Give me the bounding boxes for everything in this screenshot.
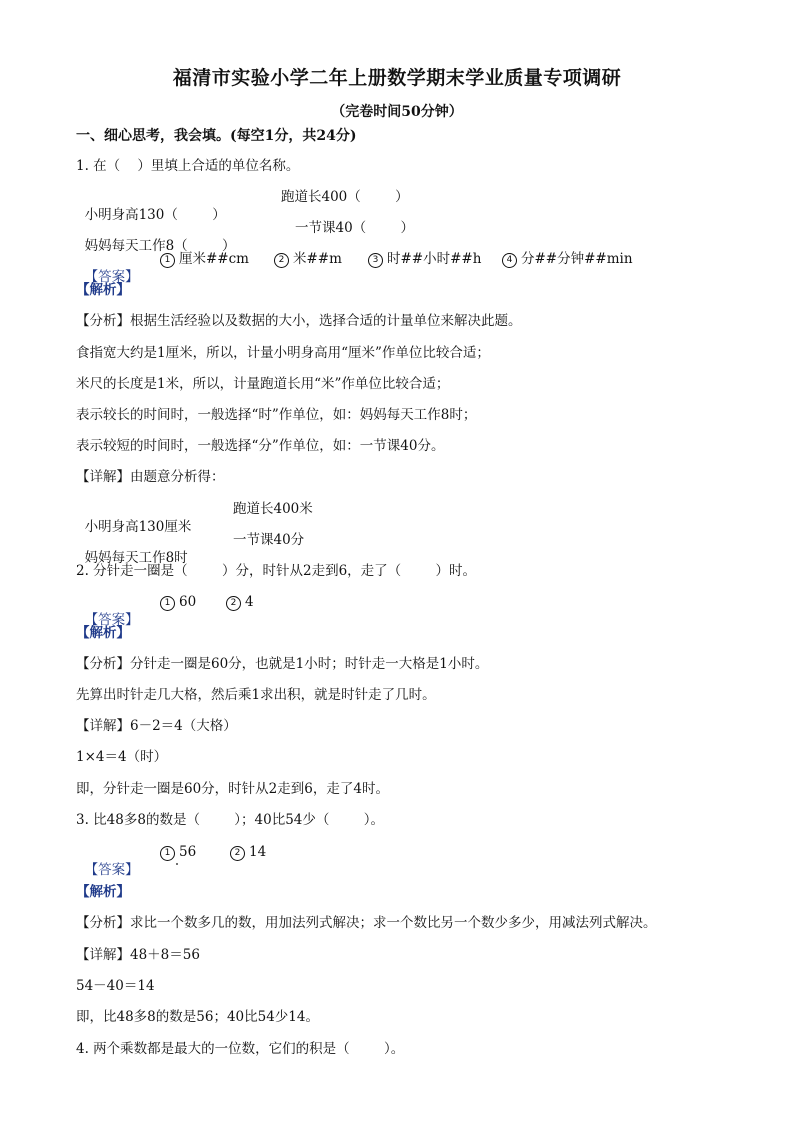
q2-answer-1: 1 60 xyxy=(160,593,196,611)
circled-number-icon: 3 xyxy=(368,253,383,268)
answer-tag: 【答案】 xyxy=(84,612,139,628)
q1-p3: 表示较长的时间时，一般选择“时”作单位，如：妈妈每天工作8时； xyxy=(76,407,477,423)
q3-analysis-tag: 【解析】 xyxy=(76,884,130,900)
circled-number-icon: 4 xyxy=(502,253,517,268)
q1-row2-b: 一节课40（ ） xyxy=(295,220,415,236)
section-heading: 一、细心思考，我会填。(每空1分，共24分) xyxy=(76,128,357,144)
q3-stem: 3. 比48多8的数是（ ）；40比54少（ ）。 xyxy=(76,812,384,828)
fenxi-tag: 【分析】 xyxy=(76,915,130,931)
stray-dot xyxy=(176,863,178,865)
page-title: 福清市实验小学二年上册数学期末学业质量专项调研 xyxy=(172,67,622,89)
q4-stem: 4. 两个乘数都是最大的一位数，它们的积是（ ）。 xyxy=(76,1041,405,1057)
q1-answer-1: 1 厘米##cm xyxy=(160,250,249,268)
q1-detail-row1: 小明身高130厘米 跑道长400米 xyxy=(84,501,313,535)
circled-number-icon: 2 xyxy=(226,596,241,611)
q3-d2: 即，比48多8的数是56；40比54少14。 xyxy=(76,1009,319,1025)
q3-fenxi: 【分析】求比一个数多几的数，用加法列式解决；求一个数比另一个数少多少，用减法列式解决。 xyxy=(76,915,657,931)
q2-detail: 【详解】6－2＝4（大格） xyxy=(76,718,237,734)
circled-number-icon: 1 xyxy=(160,846,175,861)
circled-number-icon: 2 xyxy=(230,846,245,861)
q2-analysis-tag: 【解析】 xyxy=(76,625,130,641)
q2-answer-2: 2 4 xyxy=(226,593,254,611)
q1-stem: 1. 在（ ）里填上合适的单位名称。 xyxy=(76,158,300,174)
q1-detail-row2: 妈妈每天工作8时 一节课40分 xyxy=(84,532,305,566)
circled-number-icon: 1 xyxy=(160,596,175,611)
q3-answer-2: 2 14 xyxy=(230,843,266,861)
answer-tag: 【答案】 xyxy=(84,862,139,878)
fenxi-tag: 【分析】 xyxy=(76,656,130,672)
q1-detail: 【详解】由题意分析得： xyxy=(76,469,225,485)
detail-tag: 【详解】 xyxy=(76,718,130,734)
q1-p1: 食指宽大约是1厘米，所以，计量小明身高用“厘米”作单位比较合适； xyxy=(76,345,490,361)
q2-fenxi: 【分析】分针走一圈是60分，也就是1小时；时针走一大格是1小时。 xyxy=(76,656,489,672)
q1-p2: 米尺的长度是1米，所以，计量跑道长用“米”作单位比较合适； xyxy=(76,376,450,392)
detail-tag: 【详解】 xyxy=(76,469,130,485)
q3-answer-1: 1 56 xyxy=(160,843,196,861)
circled-number-icon: 1 xyxy=(160,253,175,268)
q1-row1-a: 小明身高130（ ） xyxy=(84,207,226,223)
q3-d1: 54－40＝14 xyxy=(76,978,155,994)
q1-fenxi: 【分析】根据生活经验以及数据的大小，选择合适的计量单位来解决此题。 xyxy=(76,313,522,329)
circled-number-icon: 2 xyxy=(274,253,289,268)
page-subtitle: （完卷时间50分钟） xyxy=(331,104,463,120)
q1-answer-4: 4 分##分钟##min xyxy=(502,250,633,268)
fenxi-tag: 【分析】 xyxy=(76,313,130,329)
q2-d2: 即，分针走一圈是60分，时针从2走到6，走了4时。 xyxy=(76,781,389,797)
q2-stem: 2. 分针走一圈是（ ）分，时针从2走到6，走了（ ）时。 xyxy=(76,563,477,579)
q1-answer-3: 3 时##小时##h xyxy=(368,250,481,268)
q1-row2-a: 妈妈每天工作8（ ） xyxy=(84,238,236,254)
answer-tag: 【答案】 xyxy=(84,269,139,285)
q2-d1: 1×4＝4（时） xyxy=(76,749,168,765)
detail-tag: 【详解】 xyxy=(76,947,130,963)
q2-p1: 先算出时针走几大格，然后乘1求出积，就是时针走了几时。 xyxy=(76,687,436,703)
q1-analysis-tag: 【解析】 xyxy=(76,282,130,298)
q1-row1-b: 跑道长400（ ） xyxy=(281,189,409,205)
q3-detail: 【详解】48＋8＝56 xyxy=(76,947,200,963)
q1-p4: 表示较短的时间时，一般选择“分”作单位，如：一节课40分。 xyxy=(76,438,445,454)
q3-answer-row xyxy=(76,843,267,915)
q1-answer-2: 2 米##m xyxy=(274,250,342,268)
